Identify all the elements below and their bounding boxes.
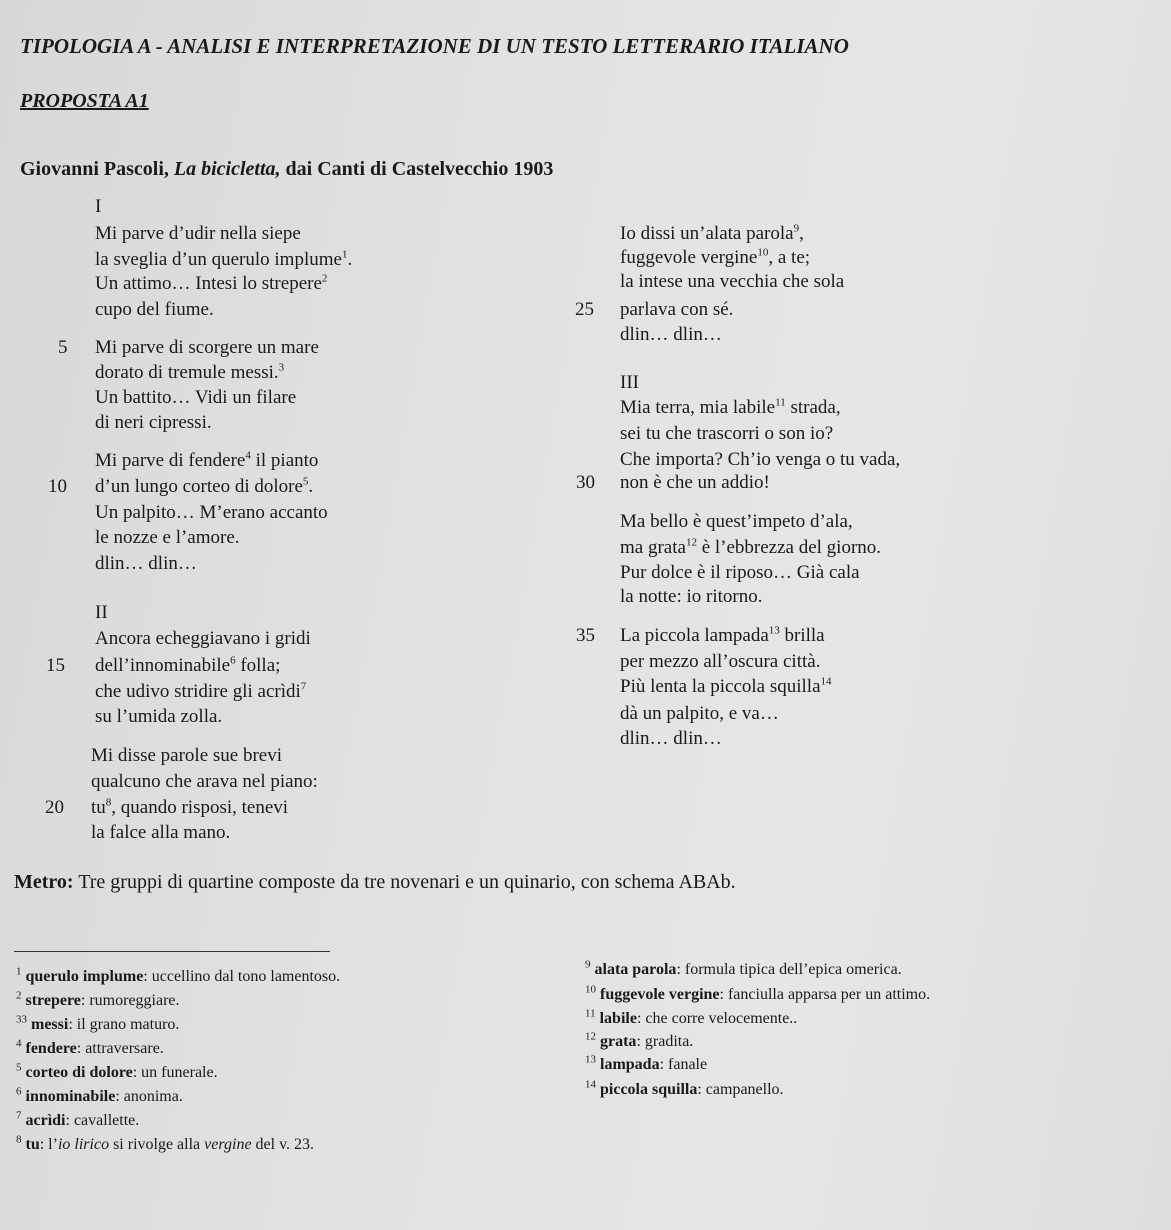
metro-note: Metro: Tre gruppi di quartine composte da tre novenari e un quinario, con schema ABAb. [14,871,736,893]
footnote: $^5$ corteo di dolore: un funerale. [16,1061,218,1081]
line-number: 15 [46,655,65,676]
poem-line: Ancora echeggiavano i gridi [95,628,311,649]
footnote: $^{33}$ messi: il grano maturo. [16,1013,180,1033]
poem-line: parlava con sé. [620,299,734,320]
poem-line: dlin… dlin… [620,324,722,345]
poem-line: la sveglia d’un querulo implume$^1$. [95,248,353,270]
line-number: 10 [48,476,67,497]
poem-line: dlin… dlin… [620,728,722,749]
poem-line: Mi parve di fendere$^4$ il pianto [95,449,319,471]
poem-line: Mi parve di scorgere un mare [95,337,319,358]
poem-line: di neri cipressi. [95,412,212,433]
poem-line: Più lenta la piccola squilla$^{14}$ [620,675,832,697]
poem-line: dell’innominabile$^6$ folla; [95,654,281,676]
poem-line: la notte: io ritorno. [620,586,763,607]
poem-line: ma grata$^{12}$ è l’ebbrezza del giorno. [620,536,882,558]
work-title: La bicicletta, [173,158,281,180]
section-numeral-1: I [95,196,102,217]
footnote: $^6$ innominabile: anonima. [16,1085,183,1105]
footnote: $^{14}$ piccola squilla: campanello. [585,1078,784,1098]
poem-line: Mi parve d’udir nella siepe [95,223,301,244]
poem-line: Che importa? Ch’io venga o tu vada, [620,449,901,470]
exam-title: TIPOLOGIA A - ANALISI E INTERPRETAZIONE DI UN TESTO LETTERARIO ITALIANO [20,34,849,58]
line-number: 30 [576,472,595,493]
poem-line: dlin… dlin… [95,553,197,574]
footnote: $^4$ fendere: attraversare. [16,1037,164,1057]
poem-line: Mia terra, mia labile$^{11}$ strada, [620,396,841,418]
poem-line: su l’umida zolla. [95,706,223,727]
poem-line: dorato di tremule messi.$^3$ [95,361,285,383]
footnote: $^{12}$ grata: gradita. [585,1030,694,1050]
footnote-divider [14,951,330,952]
poem-line: le nozze e l’amore. [95,527,240,548]
poem-line: d’un lungo corteo di dolore$^5$. [95,475,314,497]
footnote: $^8$ tu: l’io lirico si rivolge alla vergine del v. 23. [16,1133,315,1153]
poem-line: Un palpito… M’erano accanto [95,502,328,523]
author-name: Giovanni Pascoli, [20,158,169,180]
poem-line: Mi disse parole sue brevi [91,745,283,766]
footnote: $^{10}$ fuggevole vergine: fanciulla apparsa per un attimo. [585,983,931,1003]
poem-line: Pur dolce è il riposo… Già cala [620,562,860,583]
poem-line: $tu^8$, quando risposi, tenevi [91,796,289,818]
work-source: dai Canti di Castelvecchio 1903 [285,158,554,180]
poem-line: qualcuno che arava nel piano: [91,771,318,792]
line-number: 25 [575,299,594,320]
section-numeral-3: III [620,372,639,393]
line-number: 5 [58,337,68,358]
footnote: $^7$ acrìdi: cavallette. [16,1109,140,1129]
line-number: 35 [576,625,595,646]
section-numeral-2: II [95,602,108,623]
footnote: $^{11}$ labile: che corre velocemente.. [585,1007,798,1027]
poem-line: Un battito… Vidi un filare [95,387,297,408]
proposal-heading: PROPOSTA A1 [20,90,149,112]
poem-line: la intese una vecchia che sola [620,271,845,292]
poem-line: non è che un addio! [620,472,770,493]
poem-line: per mezzo all’oscura città. [620,651,821,672]
poem-line: che udivo stridire gli acrìdi$^7$ [95,680,307,702]
poem-line: cupo del fiume. [95,299,214,320]
footnote: $^2$ strepere: rumoreggiare. [16,989,180,1009]
poem-line: sei tu che trascorri o son io? [620,423,834,444]
author-line [20,158,553,181]
footnote: $^{13}$ lampada: fanale [585,1053,708,1073]
poem-line: Ma bello è quest’impeto d’ala, [620,511,853,532]
poem-line: La piccola lampada$^{13}$ brilla [620,624,825,646]
footnote: $^1$ querulo implume: uccellino dal tono lamentoso. [16,965,341,985]
poem-line: dà un palpito, e va… [620,703,779,724]
line-number: 20 [45,797,64,818]
footnote: $^9$ alata parola: formula tipica dell’epica omerica. [585,958,902,978]
poem-line: fuggevole vergine$^{10}$, a te; [620,246,811,268]
poem-line: Un attimo… Intesi lo strepere$^2$ [95,272,328,294]
poem-line: la falce alla mano. [91,822,231,843]
poem-line: Io dissi un’alata parola$^9$, [620,222,804,244]
